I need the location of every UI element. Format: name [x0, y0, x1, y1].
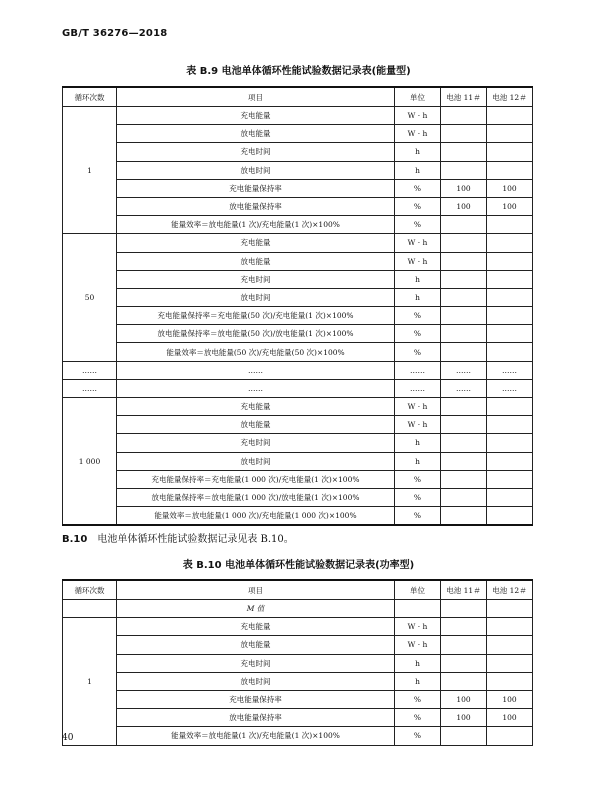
- m-value-cell-12: [487, 600, 533, 618]
- header-cell-11: 电池 11＃: [441, 87, 487, 107]
- unit-cell: %: [395, 343, 441, 361]
- item-cell: 充电能量: [117, 618, 395, 636]
- cell-12-value[interactable]: [487, 216, 533, 234]
- unit-cell: %: [395, 727, 441, 745]
- table-row: [63, 727, 533, 745]
- unit-cell: h: [395, 434, 441, 452]
- m-value-unit: [395, 600, 441, 618]
- cell-12-value[interactable]: [487, 234, 533, 252]
- table-row: [63, 288, 533, 306]
- item-cell: 充电能量: [117, 234, 395, 252]
- cell-11-value[interactable]: [441, 325, 487, 343]
- unit-cell: %: [395, 307, 441, 325]
- table-row: [63, 216, 533, 234]
- header-cell-12: 电池 12＃: [487, 580, 533, 600]
- table-row: [63, 379, 533, 397]
- cell-11-value[interactable]: [441, 143, 487, 161]
- table-row: [63, 361, 533, 379]
- cell-11-value[interactable]: 100: [441, 709, 487, 727]
- cell-11-value[interactable]: [441, 636, 487, 654]
- item-cell: 充电能量保持率: [117, 179, 395, 197]
- item-cell: 充电能量: [117, 398, 395, 416]
- item-cell: 能量效率＝放电能量(50 次)/充电能量(50 次)×100%: [117, 343, 395, 361]
- cell-12-value[interactable]: [487, 143, 533, 161]
- item-cell: 充电能量保持率＝充电能量(50 次)/充电能量(1 次)×100%: [117, 307, 395, 325]
- cell-11-value[interactable]: [441, 125, 487, 143]
- unit-cell: W · h: [395, 234, 441, 252]
- cell-11-value[interactable]: [441, 216, 487, 234]
- unit-cell: h: [395, 452, 441, 470]
- cell-11-value[interactable]: ……: [441, 361, 487, 379]
- page-number: 40: [62, 733, 74, 743]
- item-cell: ……: [117, 379, 395, 397]
- item-cell: 能量效率＝放电能量(1 次)/充电能量(1 次)×100%: [117, 216, 395, 234]
- m-value-row: [63, 600, 533, 618]
- cell-11-value[interactable]: [441, 470, 487, 488]
- cell-12-value[interactable]: [487, 654, 533, 672]
- cell-11-value[interactable]: [441, 288, 487, 306]
- table-row: [63, 452, 533, 470]
- unit-cell: %: [395, 507, 441, 526]
- section-number: B.10: [62, 534, 88, 545]
- unit-cell: %: [395, 488, 441, 506]
- table-row: [63, 107, 533, 125]
- header-item: 项目: [117, 580, 395, 600]
- cell-12-value[interactable]: [487, 107, 533, 125]
- cell-12-value[interactable]: [487, 343, 533, 361]
- item-cell: 放电时间: [117, 452, 395, 470]
- item-cell: 放电能量保持率＝放电能量(1 000 次)/放电能量(1 次)×100%: [117, 488, 395, 506]
- table-row: [63, 143, 533, 161]
- cell-11-value[interactable]: 100: [441, 179, 487, 197]
- cell-11-value[interactable]: [441, 270, 487, 288]
- cycle-count-cell: 1 000: [63, 398, 117, 526]
- item-cell: 充电时间: [117, 143, 395, 161]
- unit-cell: W · h: [395, 107, 441, 125]
- table-b10-caption: 表 B.10 电池单体循环性能试验数据记录表(功率型): [182, 560, 415, 571]
- cell-11-value[interactable]: 100: [441, 197, 487, 215]
- table-row: [63, 434, 533, 452]
- cell-12-value[interactable]: [487, 470, 533, 488]
- item-cell: 充电能量保持率＝充电能量(1 000 次)/充电能量(1 次)×100%: [117, 470, 395, 488]
- cell-12-value[interactable]: [487, 727, 533, 745]
- cell-11-value[interactable]: [441, 107, 487, 125]
- unit-cell: W · h: [395, 636, 441, 654]
- cell-12-value[interactable]: ……: [487, 379, 533, 397]
- section-b10-note: [62, 530, 294, 545]
- table-row: [63, 234, 533, 252]
- cycle-count-cell: ……: [63, 361, 117, 379]
- cell-12-value[interactable]: [487, 270, 533, 288]
- unit-cell: %: [395, 179, 441, 197]
- unit-cell: W · h: [395, 416, 441, 434]
- table-row: [63, 636, 533, 654]
- unit-cell: ……: [395, 379, 441, 397]
- cell-12-value[interactable]: [487, 636, 533, 654]
- header-unit: 单位: [395, 87, 441, 107]
- cell-11-value[interactable]: [441, 672, 487, 690]
- table-b9-caption: 表 B.9 电池单体循环性能试验数据记录表(能量型): [186, 66, 411, 77]
- cell-12-value[interactable]: [487, 325, 533, 343]
- table-row: [63, 325, 533, 343]
- table-row: [63, 307, 533, 325]
- section-text: 电池单体循环性能试验数据记录见表 B.10。: [97, 534, 294, 545]
- cell-12-value[interactable]: ……: [487, 361, 533, 379]
- cell-11-value[interactable]: [441, 343, 487, 361]
- table-b10: [62, 579, 533, 746]
- unit-cell: W · h: [395, 252, 441, 270]
- item-cell: 放电时间: [117, 161, 395, 179]
- cell-12-value[interactable]: [487, 672, 533, 690]
- cell-12-value[interactable]: [487, 507, 533, 526]
- cycle-count-cell: 50: [63, 234, 117, 361]
- cycle-count-cell: 1: [63, 618, 117, 745]
- cell-12-value[interactable]: 100: [487, 197, 533, 215]
- table-row: [63, 507, 533, 526]
- cell-11-value[interactable]: [441, 452, 487, 470]
- header-unit: 单位: [395, 580, 441, 600]
- cell-11-value[interactable]: [441, 488, 487, 506]
- cell-12-value[interactable]: [487, 252, 533, 270]
- item-cell: 能量效率＝放电能量(1 次)/充电能量(1 次)×100%: [117, 727, 395, 745]
- unit-cell: W · h: [395, 125, 441, 143]
- table-row: [63, 270, 533, 288]
- table-row: [63, 252, 533, 270]
- item-cell: 充电能量保持率: [117, 690, 395, 708]
- header-cycle: 循环次数: [63, 87, 117, 107]
- cell-12-value[interactable]: [487, 125, 533, 143]
- item-cell: 放电时间: [117, 672, 395, 690]
- table-row: [63, 672, 533, 690]
- header-cell-12: 电池 12＃: [487, 87, 533, 107]
- unit-cell: %: [395, 470, 441, 488]
- item-cell: 能量效率＝放电能量(1 000 次)/充电能量(1 000 次)×100%: [117, 507, 395, 526]
- table-row: [63, 618, 533, 636]
- item-cell: 放电能量: [117, 125, 395, 143]
- table-row: [63, 179, 533, 197]
- unit-cell: ……: [395, 361, 441, 379]
- unit-cell: h: [395, 672, 441, 690]
- table-row: [63, 125, 533, 143]
- item-cell: 充电能量: [117, 107, 395, 125]
- unit-cell: %: [395, 216, 441, 234]
- cell-12-value[interactable]: [487, 416, 533, 434]
- table-row: [63, 343, 533, 361]
- table-header-row: [63, 87, 533, 107]
- cell-11-value[interactable]: [441, 252, 487, 270]
- cell-12-value[interactable]: 100: [487, 179, 533, 197]
- unit-cell: h: [395, 288, 441, 306]
- cycle-count-cell: ……: [63, 379, 117, 397]
- item-cell: 放电时间: [117, 288, 395, 306]
- cell-11-value[interactable]: [441, 416, 487, 434]
- item-cell: 充电时间: [117, 654, 395, 672]
- cell-11-value[interactable]: [441, 618, 487, 636]
- unit-cell: W · h: [395, 398, 441, 416]
- item-cell: 放电能量: [117, 636, 395, 654]
- table-b9: [62, 86, 533, 526]
- cell-12-value[interactable]: [487, 452, 533, 470]
- header-item: 项目: [117, 87, 395, 107]
- table-row: [63, 416, 533, 434]
- item-cell: 充电时间: [117, 270, 395, 288]
- cycle-count-cell: 1: [63, 107, 117, 234]
- m-value-blank: [63, 600, 117, 618]
- cell-12-value[interactable]: [487, 488, 533, 506]
- cell-11-value[interactable]: [441, 234, 487, 252]
- cell-11-value[interactable]: [441, 507, 487, 526]
- cell-11-value[interactable]: [441, 727, 487, 745]
- header-cycle: 循环次数: [63, 580, 117, 600]
- header-cell-11: 电池 11＃: [441, 580, 487, 600]
- cell-11-value[interactable]: [441, 307, 487, 325]
- item-cell: ……: [117, 361, 395, 379]
- cell-11-value[interactable]: ……: [441, 379, 487, 397]
- m-value-label: M 值: [117, 600, 395, 618]
- table-row: [63, 488, 533, 506]
- cell-12-value[interactable]: [487, 307, 533, 325]
- table-row: [63, 690, 533, 708]
- unit-cell: h: [395, 161, 441, 179]
- cell-11-value[interactable]: [441, 398, 487, 416]
- item-cell: 放电能量: [117, 416, 395, 434]
- cell-11-value[interactable]: 100: [441, 690, 487, 708]
- table-row: [63, 197, 533, 215]
- item-cell: 放电能量保持率: [117, 709, 395, 727]
- item-cell: 放电能量保持率: [117, 197, 395, 215]
- cell-11-value[interactable]: [441, 434, 487, 452]
- table-row: [63, 470, 533, 488]
- cell-12-value[interactable]: [487, 161, 533, 179]
- unit-cell: %: [395, 690, 441, 708]
- unit-cell: %: [395, 709, 441, 727]
- table-header-row: [63, 580, 533, 600]
- unit-cell: h: [395, 654, 441, 672]
- table-row: [63, 398, 533, 416]
- table-row: [63, 654, 533, 672]
- unit-cell: h: [395, 143, 441, 161]
- item-cell: 放电能量保持率＝放电能量(50 次)/放电能量(1 次)×100%: [117, 325, 395, 343]
- m-value-cell-11: [441, 600, 487, 618]
- table-row: [63, 709, 533, 727]
- cell-12-value[interactable]: [487, 434, 533, 452]
- cell-12-value[interactable]: [487, 288, 533, 306]
- cell-12-value[interactable]: [487, 398, 533, 416]
- standard-code: GB/T 36276—2018: [62, 28, 168, 39]
- cell-12-value[interactable]: 100: [487, 709, 533, 727]
- cell-12-value[interactable]: 100: [487, 690, 533, 708]
- cell-11-value[interactable]: [441, 654, 487, 672]
- unit-cell: W · h: [395, 618, 441, 636]
- table-row: [63, 161, 533, 179]
- item-cell: 放电能量: [117, 252, 395, 270]
- unit-cell: h: [395, 270, 441, 288]
- unit-cell: %: [395, 197, 441, 215]
- cell-11-value[interactable]: [441, 161, 487, 179]
- unit-cell: %: [395, 325, 441, 343]
- cell-12-value[interactable]: [487, 618, 533, 636]
- item-cell: 充电时间: [117, 434, 395, 452]
